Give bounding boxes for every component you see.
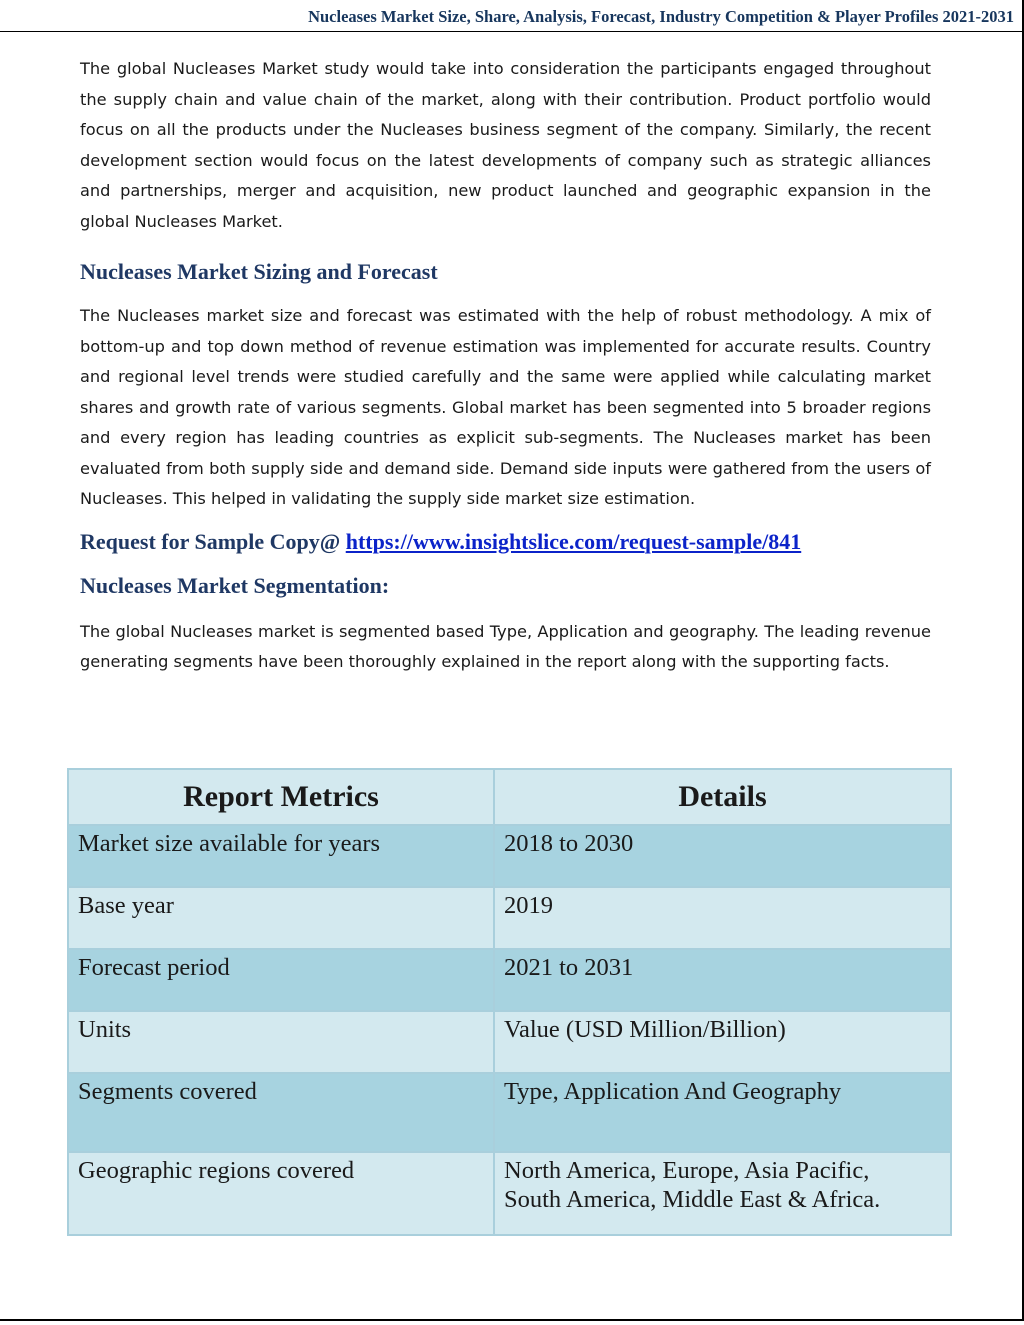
table-cell-metric: Market size available for years [68,825,494,887]
table-cell-detail: 2019 [494,887,951,949]
report-metrics-table [67,768,952,1236]
table-header-metrics: Report Metrics [68,769,494,825]
table-row [68,825,951,887]
table-header-row [68,769,951,825]
table-row [68,1073,951,1152]
sample-request-link[interactable]: https://www.insightslice.com/request-sample/841 [345,528,802,554]
table-cell-detail: 2021 to 2031 [494,949,951,1011]
sizing-heading: Nucleases Market Sizing and Forecast [80,259,438,284]
table-cell-metric: Segments covered [68,1073,494,1152]
header-rule [0,31,1024,32]
table-row [68,1152,951,1235]
sample-request-label: Request for Sample Copy@ [80,528,341,554]
table-row [68,949,951,1011]
sample-request [80,529,931,555]
regions-line-1: North America, Europe, Asia Pacific, [504,1157,870,1184]
table-row [68,1011,951,1073]
table-row [68,887,951,949]
table-cell-metric: Base year [68,887,494,949]
sizing-paragraph: The Nucleases market size and forecast was estimated with the help of robust methodology. A mix of bottom-up and top down method of revenue estimation was implemented for accurate results. Country and regional level trends were studied carefully and the same were applied while calculating market shares and growth rate of various segments. Global market has been segmented into 5 broader regions and every region has leading countries as explicit sub-segments. The Nucleases market has been evaluated from both supply side and demand side. Demand side inputs were gathered from the users of Nucleases. This helped in validating the supply side market size estimation. [80,306,931,508]
table-cell-detail: 2018 to 2030 [494,825,951,887]
table-cell-detail: Type, Application And Geography [494,1073,951,1152]
table-cell-detail: Value (USD Million/Billion) [494,1011,951,1073]
intro-paragraph: The global Nucleases Market study would take into consideration the participants engaged throughout the supply chain and value chain of the market, along with their contribution. Product portfolio would focus on all the products under the Nucleases business segment of the company. Similarly, the recent development section would focus on the latest developments of company such as strategic alliances and partnerships, merger and acquisition, new product launched and geographic expansion in the global Nucleases Market. [80,59,931,231]
table-cell-metric: Forecast period [68,949,494,1011]
document-body [80,54,931,678]
regions-line-2: South America, Middle East & Africa. [504,1186,881,1213]
table-header-details: Details [494,769,951,825]
segmentation-heading: Nucleases Market Segmentation: [80,572,390,598]
segmentation-paragraph: The global Nucleases market is segmented based Type, Application and geography. The leading revenue generating segments have been thoroughly explained in the report along with the supporting facts. [80,621,931,671]
running-header: Nucleases Market Size, Share, Analysis, Forecast, Industry Competition & Player Profiles 2021-2031 [308,7,1014,26]
table-cell-metric: Units [68,1011,494,1073]
table-cell-metric: Geographic regions covered [68,1152,494,1235]
table-cell-detail [494,1152,951,1235]
